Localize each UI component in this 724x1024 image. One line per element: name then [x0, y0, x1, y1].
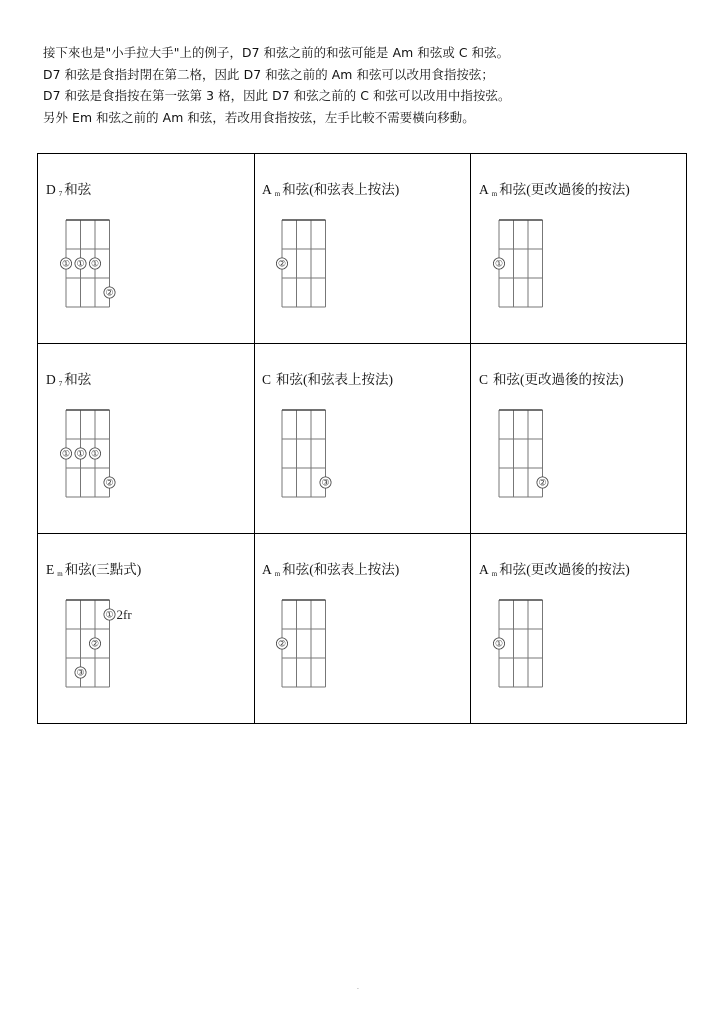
- finger-number: ③: [321, 478, 330, 489]
- chord-diagram: [485, 600, 565, 700]
- chord-subscript: m: [57, 570, 63, 578]
- chord-cell: [471, 344, 686, 534]
- chord-table: [37, 153, 687, 724]
- chord-subscript: m: [274, 190, 281, 198]
- chord-cell: [38, 534, 255, 723]
- finger-number: ③: [76, 668, 85, 679]
- finger-number: ②: [105, 288, 114, 299]
- chord-diagram: [485, 220, 565, 320]
- chord-letter: A: [479, 182, 489, 197]
- chord-title: [46, 178, 91, 198]
- finger-number: ①: [61, 259, 71, 270]
- chord-diagram: [485, 410, 565, 510]
- finger-number: ②: [538, 478, 547, 489]
- finger-number: ②: [90, 639, 100, 650]
- finger-number: ①: [61, 449, 71, 460]
- chord-name-rest: 和弦: [64, 372, 92, 387]
- chord-letter: A: [262, 562, 272, 577]
- chord-title: [479, 368, 624, 388]
- finger-number: ①: [90, 449, 100, 460]
- chord-title: [262, 368, 393, 388]
- chord-diagram: [52, 600, 132, 700]
- intro-line-1: 接下來也是"小手拉大手"上的例子，D7 和弦之前的和弦可能是 Am 和弦或 C 和弦。: [43, 45, 510, 60]
- finger-number: ①: [90, 259, 100, 270]
- finger-number: ①: [76, 449, 85, 460]
- chord-diagram: [52, 410, 132, 510]
- finger-number: ①: [105, 610, 114, 621]
- chord-cell: [471, 534, 686, 723]
- chord-title: [46, 368, 91, 388]
- page-mark: .: [357, 984, 359, 991]
- chord-letter: D: [46, 372, 56, 387]
- chord-subscript: m: [274, 570, 281, 578]
- intro-line-4: 另外 Em 和弦之前的 Am 和弦，若改用食指按弦，左手比較不需要橫向移動。: [43, 110, 475, 126]
- chord-diagram: [268, 220, 348, 320]
- chord-diagram: [268, 600, 348, 700]
- chord-title: [262, 178, 399, 198]
- chord-name-rest: 和弦(和弦表上按法): [276, 372, 394, 387]
- chord-cell: [254, 534, 471, 723]
- finger-number: ①: [494, 639, 504, 650]
- chord-title: [262, 558, 399, 578]
- fret-position-label: 2fr: [116, 607, 132, 622]
- chord-letter: E: [46, 562, 55, 577]
- chord-letter: C: [262, 372, 272, 387]
- finger-number: ②: [105, 478, 114, 489]
- chord-subscript: m: [491, 190, 498, 198]
- chord-title: [479, 558, 630, 578]
- chord-title: [46, 558, 141, 578]
- chord-cell: [38, 344, 255, 534]
- chord-name-rest: 和弦(更改過後的按法): [499, 562, 630, 577]
- chord-name-rest: 和弦(更改過後的按法): [493, 372, 624, 387]
- chord-name-rest: 和弦(和弦表上按法): [282, 562, 400, 577]
- intro-line-3: D7 和弦是食指按在第一弦第 3 格，因此 D7 和弦之前的 C 和弦可以改用中指按弦。: [43, 88, 511, 104]
- chord-title: [479, 178, 630, 198]
- chord-letter: C: [479, 372, 489, 387]
- finger-number: ②: [277, 639, 287, 650]
- chord-name-rest: 和弦: [64, 182, 92, 197]
- chord-subscript: m: [491, 570, 498, 578]
- finger-number: ②: [277, 259, 287, 270]
- chord-cell: [254, 344, 471, 534]
- chord-name-rest: 和弦(更改過後的按法): [499, 182, 630, 197]
- chord-name-rest: 和弦(三點式): [64, 562, 142, 577]
- intro-text: [43, 42, 703, 129]
- chord-diagram: [52, 220, 132, 320]
- chord-name-rest: 和弦(和弦表上按法): [282, 182, 400, 197]
- intro-line-2: D7 和弦是食指封閉在第二格，因此 D7 和弦之前的 Am 和弦可以改用食指按弦；: [43, 66, 494, 82]
- chord-cell: [38, 154, 255, 344]
- chord-subscript: 7: [58, 380, 63, 388]
- chord-letter: A: [479, 562, 489, 577]
- chord-cell: [471, 154, 686, 344]
- finger-number: ①: [76, 259, 85, 270]
- chord-letter: A: [262, 182, 272, 197]
- chord-cell: [254, 154, 471, 344]
- chord-letter: D: [46, 182, 56, 197]
- chord-diagram: [268, 410, 348, 510]
- finger-number: ①: [494, 259, 504, 270]
- chord-subscript: 7: [58, 190, 63, 198]
